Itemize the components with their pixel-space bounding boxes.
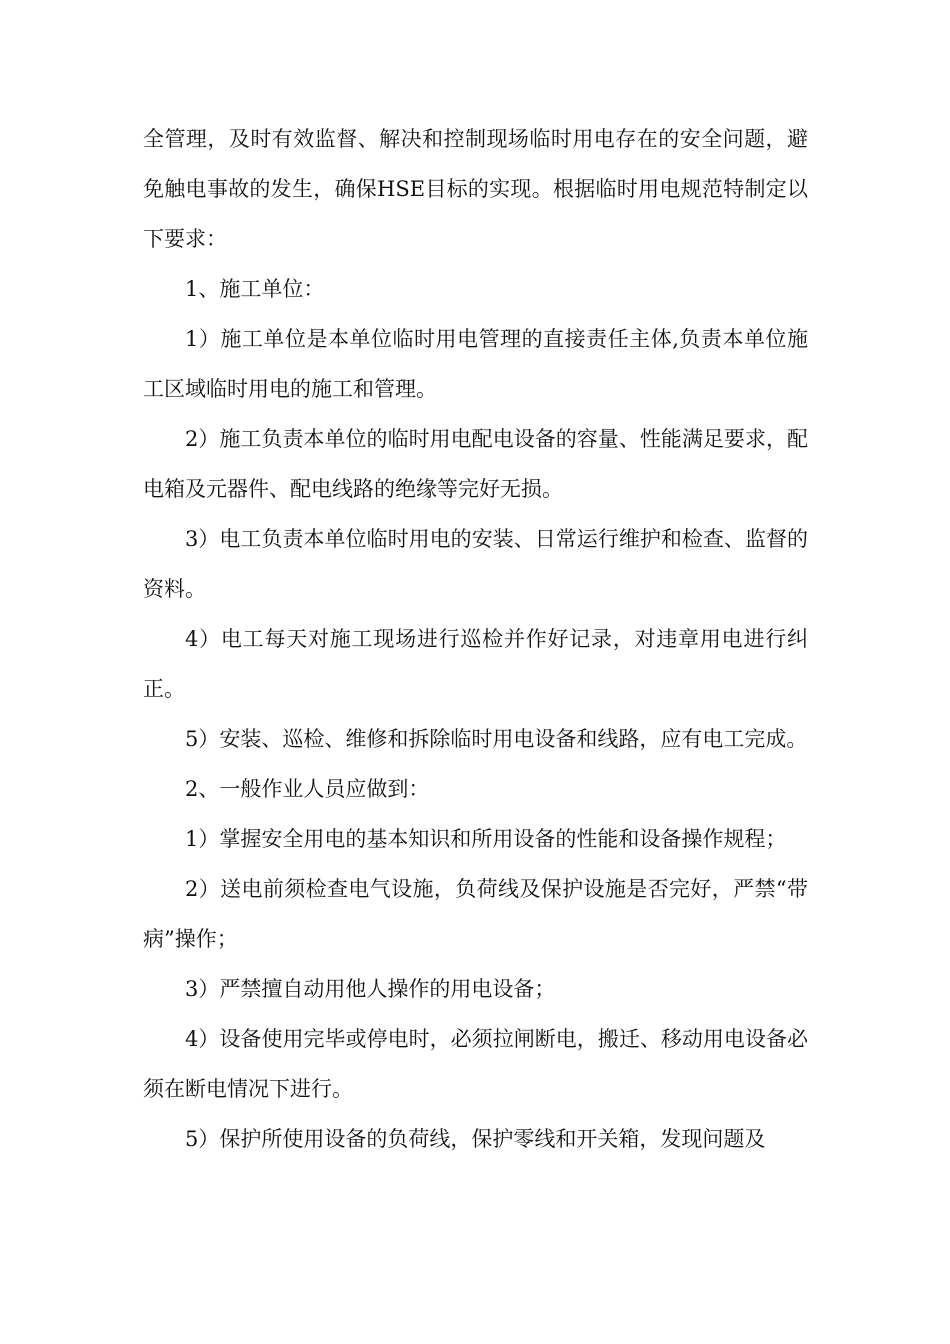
section-heading-general-workers: 2、一般作业人员应做到：: [185, 777, 430, 801]
list-item: 1）施工单位是本单位临时用电管理的直接责任主体,负责本单位施工区域临时用电的施工和管理。: [143, 327, 808, 401]
document-body: [143, 114, 808, 1164]
list-item: 5）保护所使用设备的负荷线，保护零线和开关箱，发现问题及: [185, 1127, 766, 1151]
list-item: 3）电工负责本单位临时用电的安装、日常运行维护和检查、监督的资料。: [143, 527, 808, 601]
list-item: 4）电工每天对施工现场进行巡检并作好记录，对违章用电进行纠正。: [143, 627, 808, 701]
section-heading-construction-unit: 1、施工单位：: [185, 277, 325, 301]
list-item: 3）严禁擅自动用他人操作的用电设备；: [185, 977, 556, 1001]
list-item: 2）送电前须检查电气设施，负荷线及保护设施是否完好，严禁“带病”操作；: [143, 877, 808, 951]
list-item: 4）设备使用完毕或停电时，必须拉闸断电，搬迁、移动用电设备必须在断电情况下进行。: [143, 1027, 808, 1101]
list-item: 5）安装、巡检、维修和拆除临时用电设备和线路，应有电工完成。: [185, 727, 808, 751]
paragraph-continuation: 全管理，及时有效监督、解决和控制现场临时用电存在的安全问题，避免触电事故的发生，确保HSE目标的实现。根据临时用电规范特制定以下要求：: [143, 127, 808, 251]
list-item: 1）掌握安全用电的基本知识和所用设备的性能和设备操作规程；: [185, 827, 787, 851]
list-item: 2）施工负责本单位的临时用电配电设备的容量、性能满足要求，配电箱及元器件、配电线路的绝缘等完好无损。: [143, 427, 808, 501]
